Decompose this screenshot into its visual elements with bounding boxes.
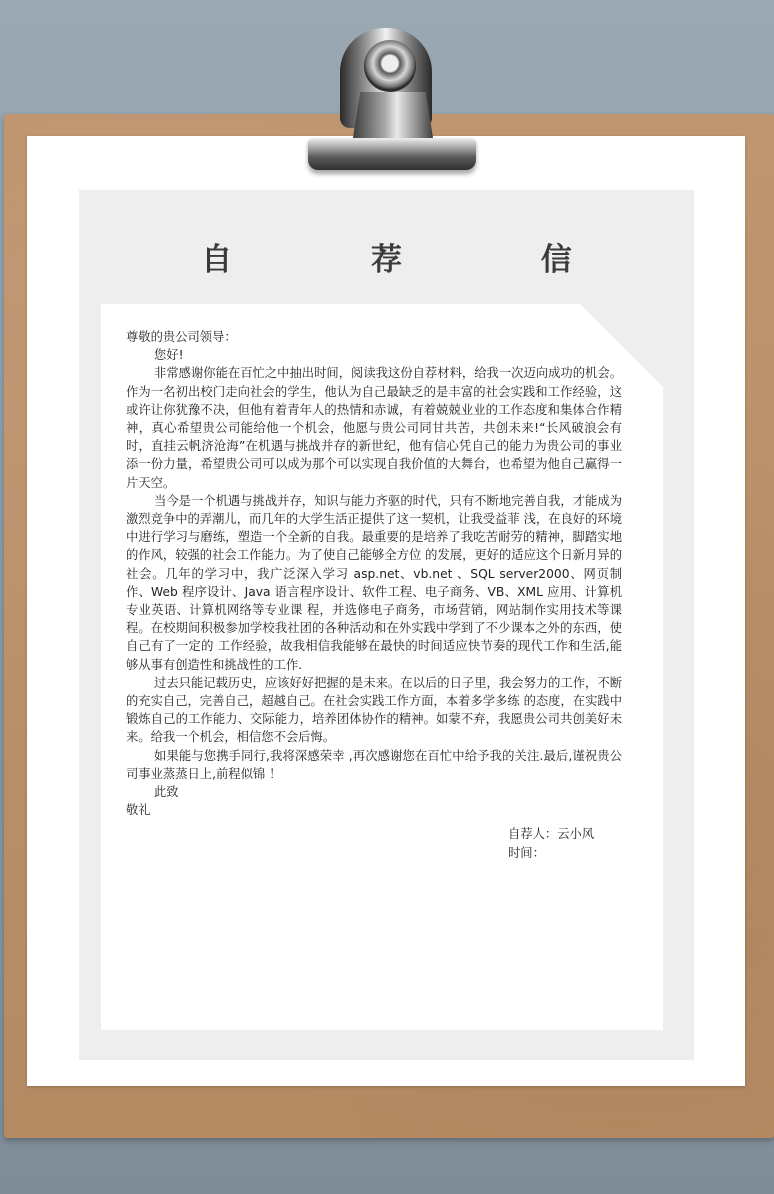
date-label: 时间： [508,845,545,860]
binder-clip-ring [364,40,416,92]
paragraph-2: 当今是一个机遇与挑战并存，知识与能力齐驱的时代，只有不断地完善自我，才能成为激烈竞争中的弄潮儿，而几年的大学生活正提供了这一契机，让我受益菲 浅，在良好的环境中进行学习与磨练，塑造一个全新的自我。最重要的是培养了我吃苦耐劳的精神，脚踏实地的作风，较强的社会工作能力。为了使自己能够全方位 的发展，更好的适应这个日新月异的社会。几年的学习中，我广泛深入学习 asp.net、vb.net 、SQL server2000、网页制作、Web 程序设计、Java 语言程序设计、软件工程、电子商务、VB、XML 应用、计算机专业英语、计算机网络等专业课 程，并选修电子商务，市场营销，网站制作实用技术等课程。在校期间积极参加学校我社团的各种活动和在外实践中学到了不少课本之外的东西，使自己有了一定的 工作经验，故我相信我能够在最快的时间适应快节奏的现代工作和生活,能够从事有创造性和挑战性的工作. [126,493,622,672]
closing-respect: 此致 [154,785,179,800]
binder-clip-base [308,138,476,170]
letter-body [126,328,622,862]
paragraph-3: 过去只能记载历史，应该好好把握的是未来。在以后的日子里，我会努力的工作，不断的充实自己，完善自己，超越自己。在社会实践工作方面，本着多学多练 的态度，在实践中锻炼自己的工作能力、交际能力，培养团体协作的精神。如蒙不弃，我愿贵公司共创美好未来。给我一个机会，相信您不会后悔。 [126,675,622,745]
salutation: 尊敬的贵公司领导： [126,330,237,344]
greeting: 您好! [154,348,184,363]
paragraph-1: 非常感谢你能在百忙之中抽出时间，阅读我这份自荐材料，给我一次迈向成功的机会。作为一名初出校门走向社会的学生，他认为自己最缺乏的是丰富的社会实践和工作经验，这或许让你犹豫不决，但他有着青年人的热情和赤诚，有着兢兢业业的工作态度和集体合作精神，真心希望贵公司能给他一个机会，他愿与贵公司同甘共苦，共创未来!“长风破浪会有时，直挂云帆济沧海”在机遇与挑战并存的新世纪，他有信心凭自己的能力为贵公司的事业添一份力量，希望贵公司可以成为那个可以实现自我价值的大舞台，也希望为他自己赢得一片天空。 [126,366,622,490]
closing-salute: 敬礼 [126,803,151,818]
recommender-signature: 自荐人：云小风 [508,827,595,842]
letter-title: 自 荐 信 [201,242,636,278]
paragraph-4: 如果能与您携手同行,我将深感荣幸 ,再次感谢您在百忙中给予我的关注.最后,谨祝贵公司事业蒸蒸日上,前程似锦 ！ [126,748,622,781]
binder-clip-plate [352,92,434,144]
